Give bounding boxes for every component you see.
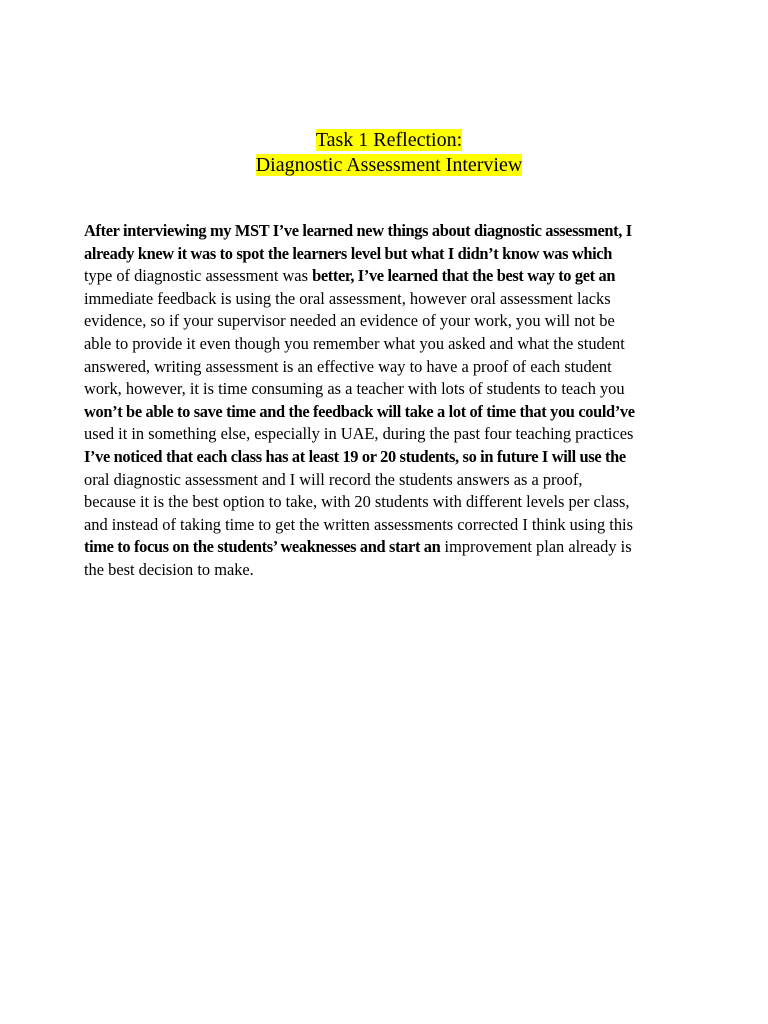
bold-text-run: time to focus on the students’ weaknesses and start an [84, 537, 441, 557]
title-line-2: Diagnostic Assessment Interview [255, 154, 523, 176]
text-run: immediate feedback is using the oral assessment, however oral assessment lacks [84, 288, 611, 308]
text-run: used it in something else, especially in UAE, during the past four teaching practices [84, 424, 634, 444]
bold-text-run: better, I’ve learned that the best way to get an [312, 266, 616, 286]
paragraph-line [84, 310, 704, 333]
paragraph-line [84, 288, 704, 311]
text-run: work, however, it is time consuming as a teacher with lots of students to teach you [84, 379, 625, 399]
paragraph-line [84, 401, 704, 424]
paragraph-line [84, 514, 704, 537]
document-title [0, 128, 768, 178]
text-run: improvement plan already is [440, 537, 632, 557]
reflection-paragraph [84, 220, 704, 582]
text-run: the best decision to make. [84, 559, 254, 579]
paragraph-line [84, 333, 704, 356]
text-run: answered, writing assessment is an effective way to have a proof of each student [84, 356, 612, 376]
paragraph-line [84, 469, 704, 492]
paragraph-line [84, 265, 704, 288]
title-line-1: Task 1 Reflection: [315, 129, 463, 151]
paragraph-line [84, 491, 704, 514]
bold-text-run: I’ve noticed that each class has at least 19 or 20 students, so in future I will use the [84, 446, 626, 466]
text-run: oral diagnostic assessment and I will record the students answers as a proof, [84, 469, 583, 489]
text-run: evidence, so if your supervisor needed an evidence of your work, you will not be [84, 311, 615, 331]
text-run: because it is the best option to take, with 20 students with different levels per class, [84, 492, 630, 512]
text-run: type of diagnostic assessment was [84, 266, 313, 286]
paragraph-line [84, 446, 704, 469]
text-run: and instead of taking time to get the written assessments corrected I think using this [84, 514, 633, 534]
paragraph-line [84, 559, 704, 582]
bold-text-run: already knew it was to spot the learners level but what I didn’t know was which [84, 243, 612, 263]
paragraph-line [84, 423, 704, 446]
paragraph-line [84, 536, 704, 559]
paragraph-line [84, 356, 704, 379]
text-run: able to provide it even though you remember what you asked and what the student [84, 333, 625, 353]
bold-text-run: After interviewing my MST I’ve learned new things about diagnostic assessment, I [84, 221, 632, 240]
paragraph-line [84, 243, 704, 266]
paragraph-line [84, 220, 704, 243]
paragraph-line [84, 378, 704, 401]
bold-text-run: won’t be able to save time and the feedback will take a lot of time that you could’ve [84, 401, 635, 421]
